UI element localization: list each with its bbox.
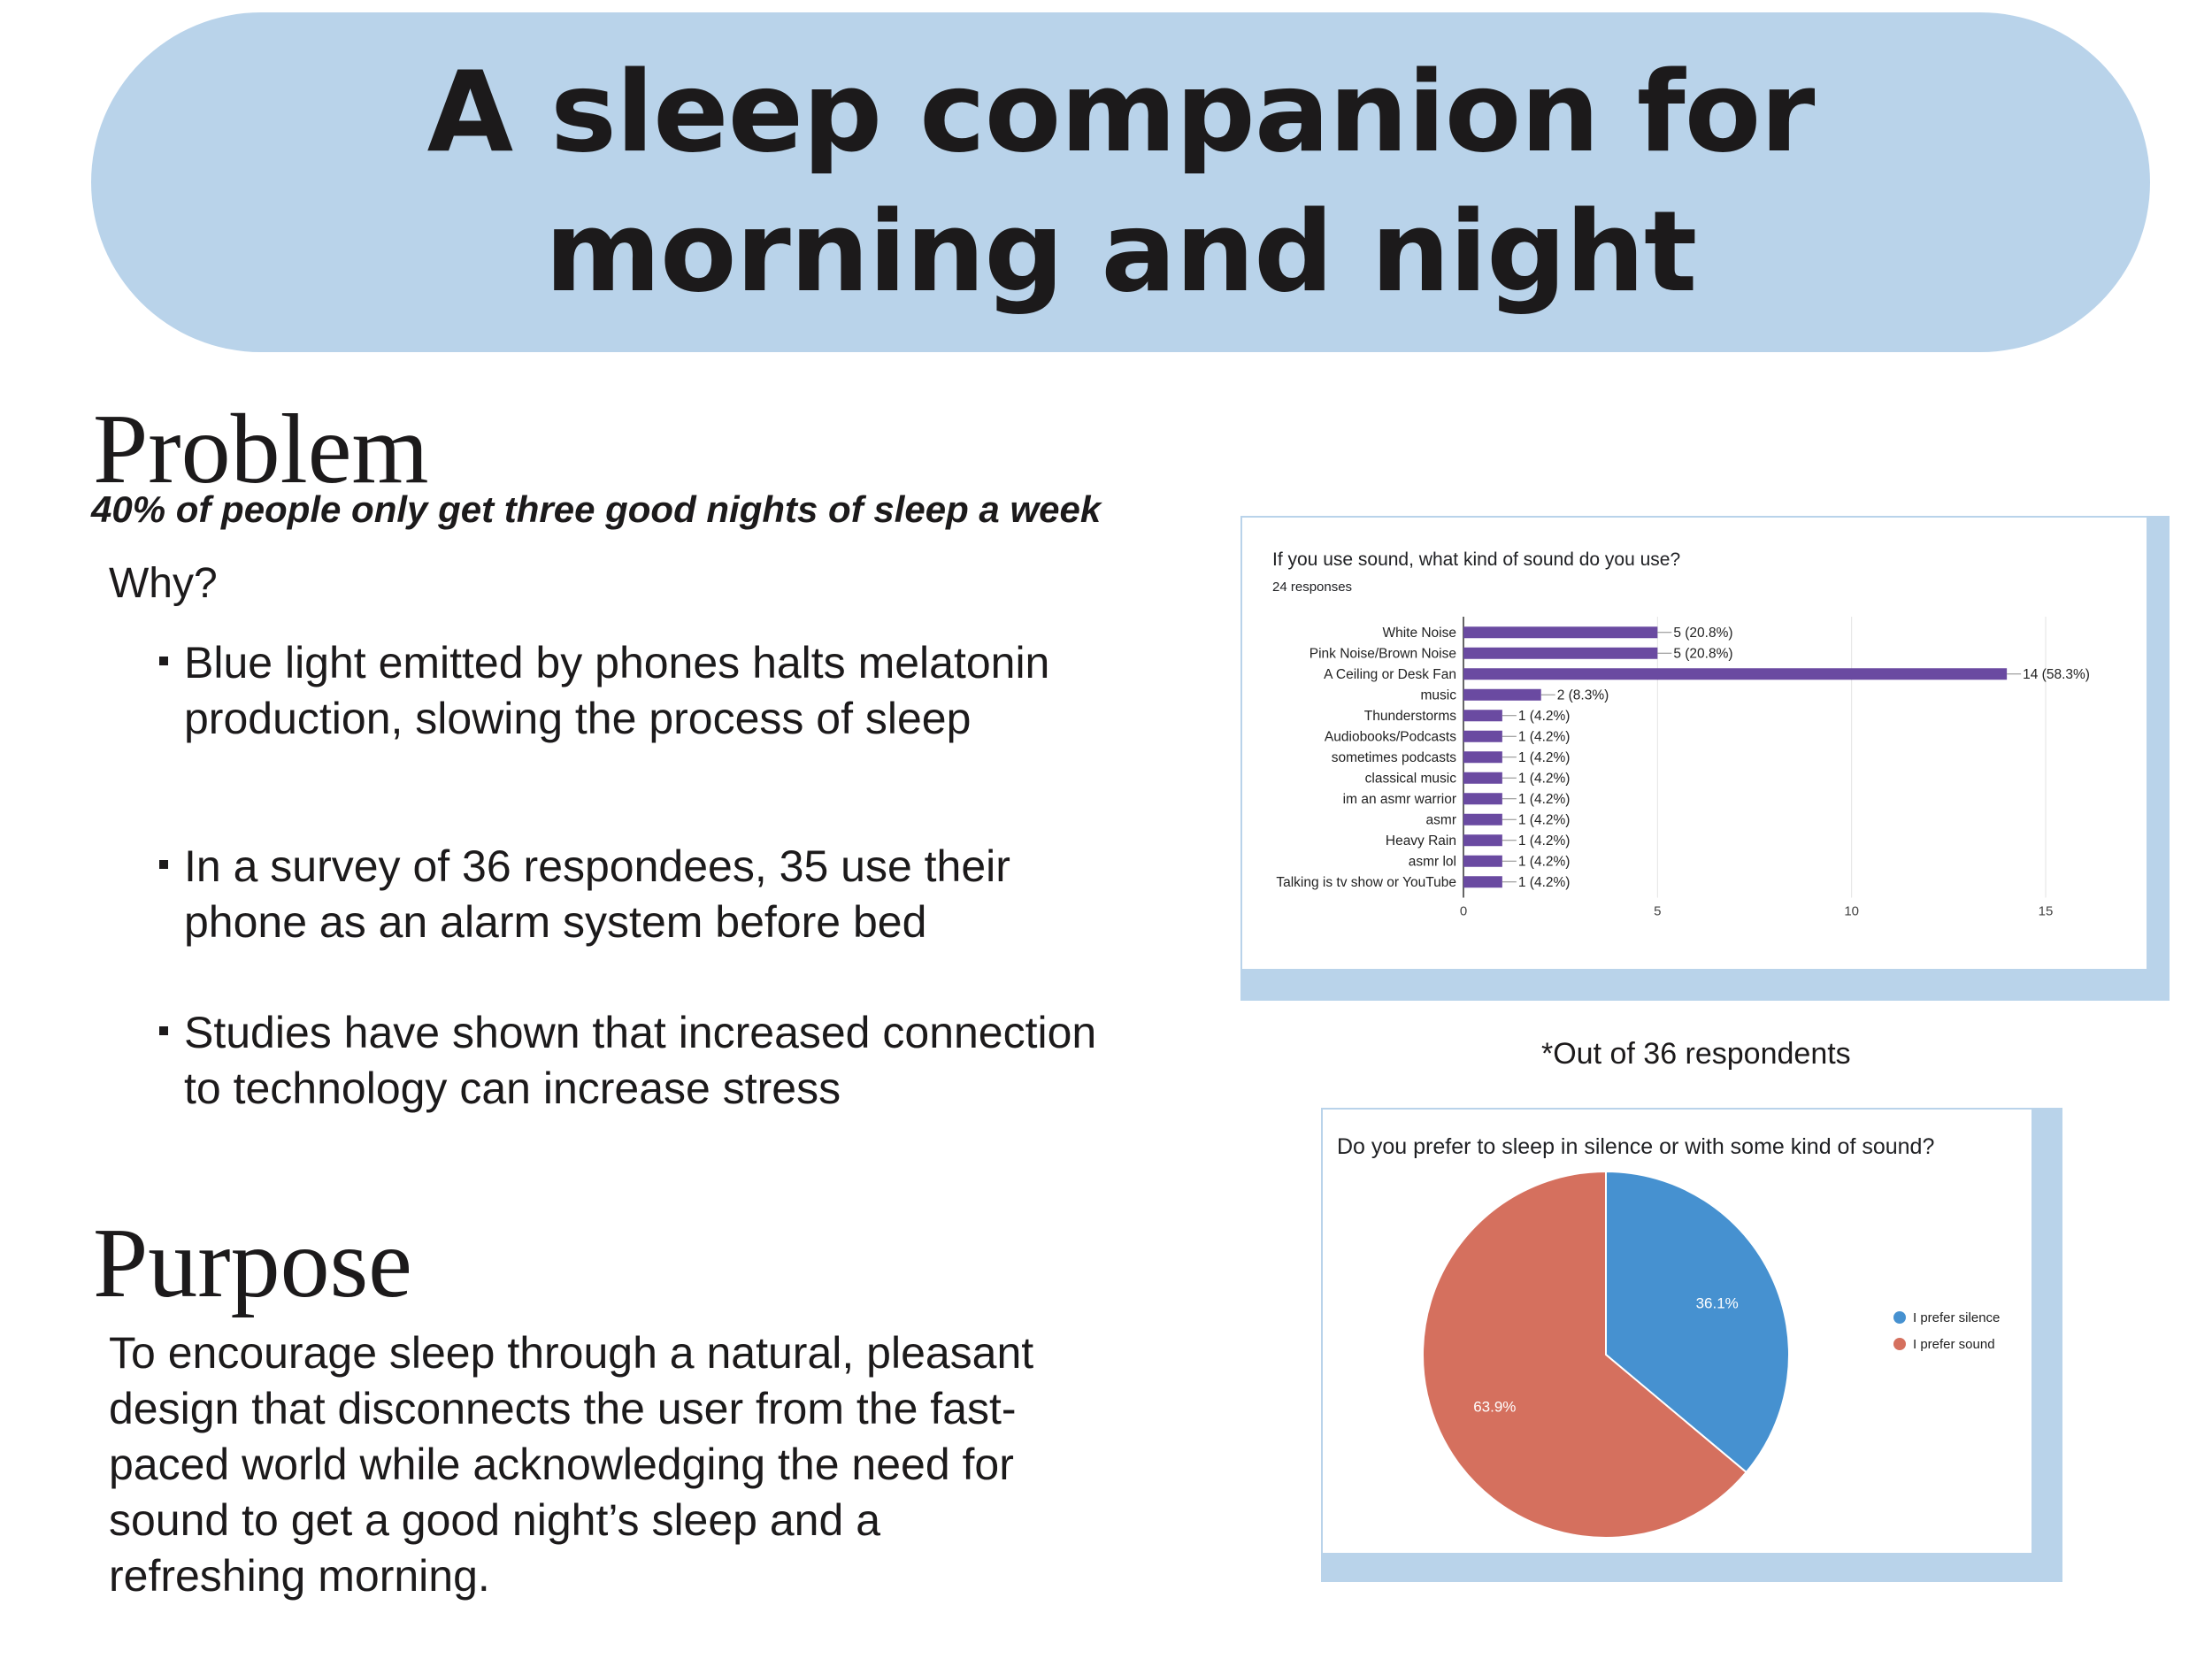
x-tick-label: 10 bbox=[1844, 903, 1860, 919]
category-label: Pink Noise/Brown Noise bbox=[1309, 646, 1456, 662]
bar bbox=[1463, 856, 1502, 867]
x-tick-label: 5 bbox=[1654, 903, 1662, 919]
bar-data-label: 14 (58.3%) bbox=[2023, 666, 2090, 682]
bar-data-label: 1 (4.2%) bbox=[1517, 833, 1571, 849]
x-tick-label: 15 bbox=[2038, 903, 2054, 919]
bar bbox=[1463, 689, 1541, 701]
legend-label: I prefer silence bbox=[1913, 1310, 2001, 1325]
bar-chart-title: If you use sound, what kind of sound do you use? bbox=[1272, 549, 1681, 570]
bar bbox=[1463, 834, 1502, 846]
bar bbox=[1463, 793, 1502, 804]
bullet-item: Blue light emitted by phones halts melatonin production, slowing the process of sleep bbox=[157, 635, 1140, 747]
pie-chart bbox=[1323, 1110, 2031, 1552]
bullet-item: Studies have shown that increased connection to technology can increase stress bbox=[157, 1005, 1140, 1117]
category-label: sometimes podcasts bbox=[1331, 749, 1456, 765]
bar-data-label: 5 (20.8%) bbox=[1673, 625, 1733, 641]
slice-data-label: 36.1% bbox=[1695, 1294, 1739, 1312]
category-label: asmr lol bbox=[1408, 854, 1456, 870]
bar-chart bbox=[1242, 518, 2145, 969]
purpose-text: To encourage sleep through a natural, pleasant design that disconnects the user from the fast-paced world while acknowledging the need for sound to get a good night’s sleep and a refreshing morning. bbox=[109, 1328, 1034, 1601]
bar bbox=[1463, 876, 1502, 887]
slice-data-label: 63.9% bbox=[1473, 1398, 1517, 1416]
category-label: White Noise bbox=[1382, 625, 1456, 641]
bar bbox=[1463, 648, 1657, 659]
category-label: classical music bbox=[1364, 771, 1456, 787]
bar-chart-subtitle: 24 responses bbox=[1272, 580, 1353, 595]
bar-data-label: 5 (20.8%) bbox=[1673, 646, 1733, 662]
problem-tagline: 40% of people only get three good nights of sleep a week bbox=[91, 488, 1102, 530]
bar-chart-card bbox=[1240, 516, 2148, 971]
bar-data-label: 1 (4.2%) bbox=[1517, 771, 1571, 787]
category-label: music bbox=[1420, 687, 1456, 703]
bullet-item: In a survey of 36 respondees, 35 use their phone as an alarm system before bed bbox=[157, 839, 1140, 950]
problem-heading: Problem bbox=[93, 395, 429, 504]
category-label: asmr bbox=[1425, 812, 1456, 828]
legend-label: I prefer sound bbox=[1913, 1337, 1995, 1352]
bar-data-label: 1 (4.2%) bbox=[1517, 874, 1571, 890]
pie-chart-card bbox=[1321, 1108, 2033, 1555]
why-label: Why? bbox=[109, 560, 218, 607]
title-banner bbox=[91, 12, 2150, 352]
footnote: *Out of 36 respondents bbox=[1541, 1037, 1851, 1071]
category-label: im an asmr warrior bbox=[1342, 791, 1456, 807]
category-label: Talking is tv show or YouTube bbox=[1276, 874, 1456, 890]
pie-chart-title: Do you prefer to sleep in silence or with some kind of sound? bbox=[1337, 1134, 1935, 1159]
bar-data-label: 2 (8.3%) bbox=[1556, 687, 1609, 703]
legend-swatch bbox=[1893, 1338, 1906, 1350]
purpose-heading: Purpose bbox=[93, 1209, 412, 1318]
category-label: Heavy Rain bbox=[1385, 833, 1456, 849]
bar-data-label: 1 (4.2%) bbox=[1517, 729, 1571, 745]
x-tick-label: 0 bbox=[1459, 903, 1468, 919]
bar bbox=[1463, 814, 1502, 826]
bar-data-label: 1 (4.2%) bbox=[1517, 854, 1571, 870]
category-label: A Ceiling or Desk Fan bbox=[1324, 666, 1456, 682]
category-label: Audiobooks/Podcasts bbox=[1324, 729, 1456, 745]
bar bbox=[1463, 772, 1502, 784]
bar-data-label: 1 (4.2%) bbox=[1517, 791, 1571, 807]
bar-data-label: 1 (4.2%) bbox=[1517, 812, 1571, 828]
poster-title: A sleep companion for morning and night bbox=[426, 47, 1815, 317]
bar bbox=[1463, 668, 2007, 680]
bar-data-label: 1 (4.2%) bbox=[1517, 749, 1571, 765]
bar bbox=[1463, 751, 1502, 763]
bar-data-label: 1 (4.2%) bbox=[1517, 708, 1571, 724]
legend-swatch bbox=[1893, 1311, 1906, 1324]
bar bbox=[1463, 626, 1657, 638]
category-label: Thunderstorms bbox=[1363, 708, 1456, 724]
bar bbox=[1463, 731, 1502, 742]
bar bbox=[1463, 710, 1502, 721]
